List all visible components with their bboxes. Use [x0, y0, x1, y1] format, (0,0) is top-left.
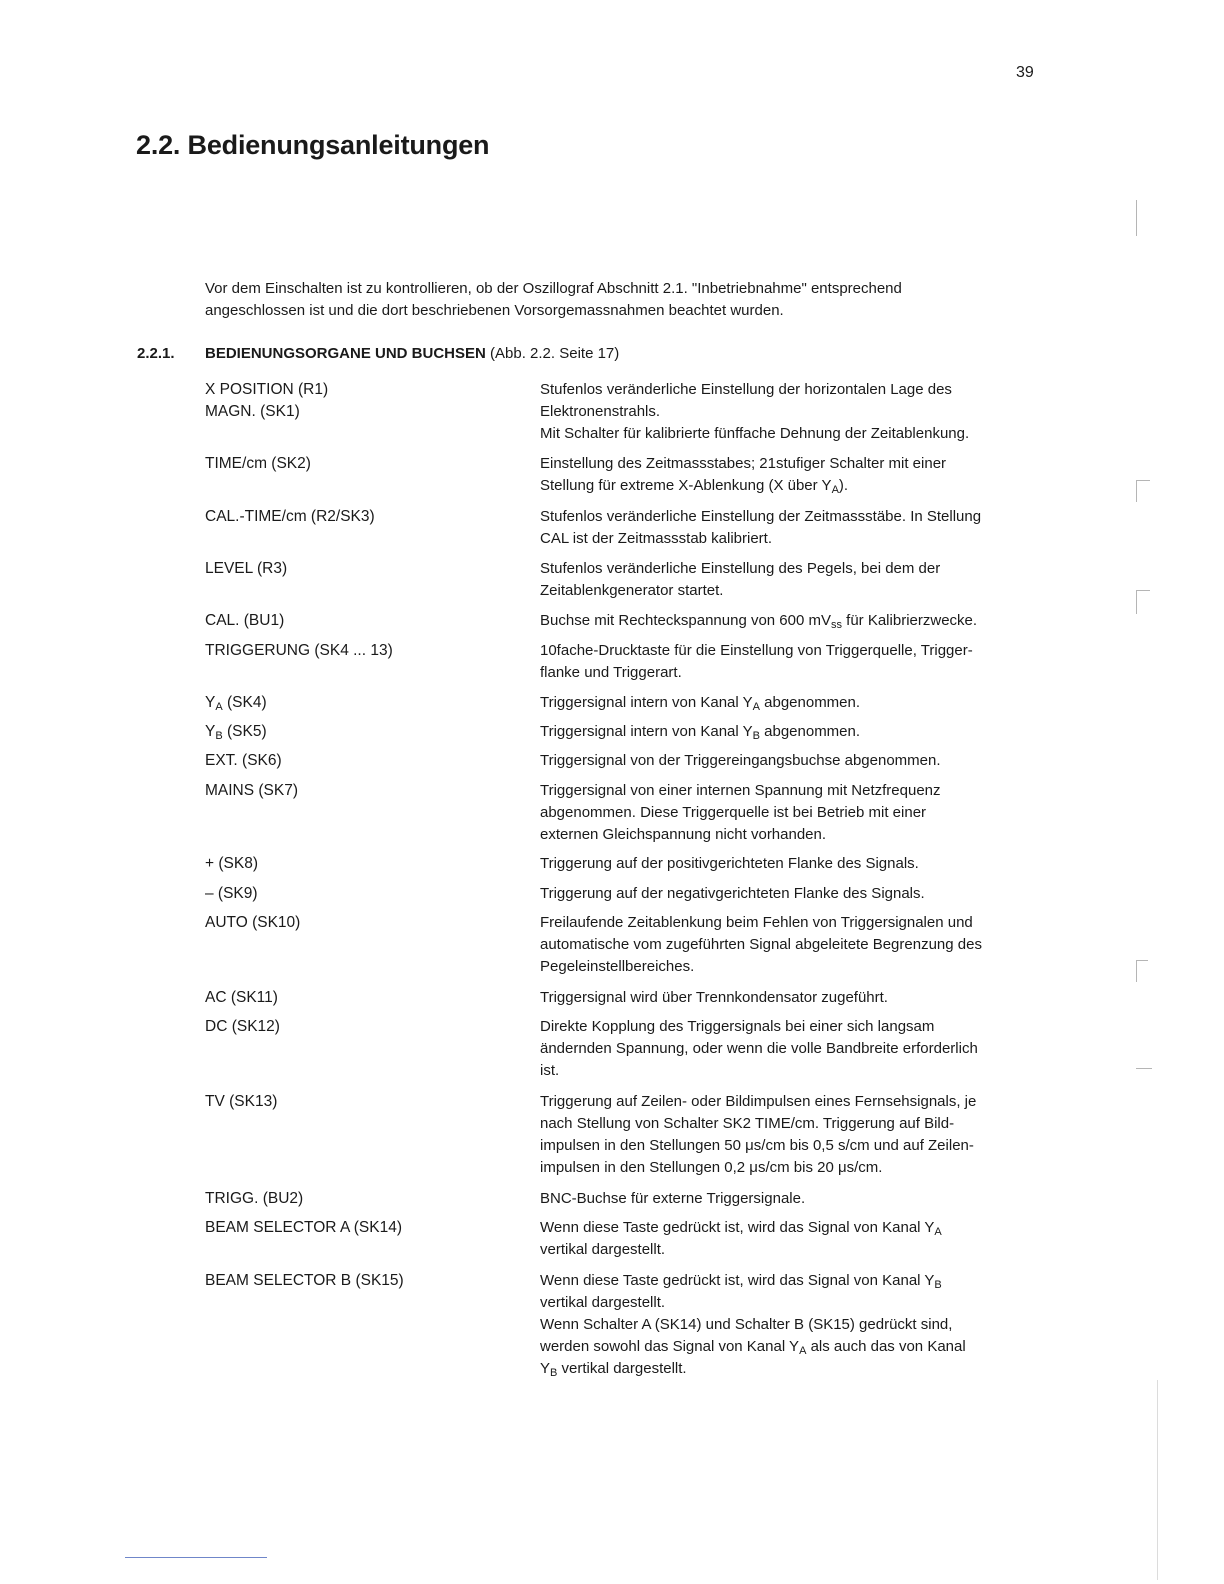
- description-line: $Y_B$ vertikal dargestellt.: [540, 1360, 687, 1379]
- margin-mark: [1136, 480, 1150, 481]
- subscript: A: [799, 1345, 807, 1357]
- control-term: [205, 610, 284, 632]
- control-description: [540, 780, 1045, 846]
- control-label: X POSITION (R1): [205, 381, 329, 398]
- control-description: [540, 506, 1045, 550]
- description-line: Zeitablenkgenerator startet.: [540, 582, 724, 599]
- control-term: [205, 987, 278, 1009]
- description-line: automatische vom zugeführten Signal abgeleitete Begrenzung des: [540, 936, 982, 953]
- control-description: [540, 692, 1045, 714]
- description-line: CAL ist der Zeitmassstab kalibriert.: [540, 530, 773, 547]
- control-label: EXT. (SK6): [205, 752, 282, 769]
- control-label: AC (SK11): [205, 989, 278, 1006]
- control-term: [205, 453, 311, 475]
- description-line: Triggersignal intern von Kanal $Y_B$ abgenommen.: [540, 723, 861, 742]
- description-line: Triggerung auf Zeilen- oder Bildimpulsen eines Fernsehsignals, je: [540, 1093, 977, 1110]
- control-description: [540, 750, 1045, 772]
- control-label: BEAM SELECTOR A (SK14): [205, 1219, 402, 1236]
- description-line: Mit Schalter für kalibrierte fünffache Dehnung der Zeitablenkung.: [540, 425, 970, 442]
- control-description: [540, 1016, 1045, 1082]
- subscript: B: [215, 730, 223, 742]
- margin-mark: [1136, 590, 1150, 591]
- control-label: CAL.-TIME/cm (R2/SK3): [205, 508, 375, 525]
- description-line: 10fache-Drucktaste für die Einstellung von Triggerquelle, Trigger-: [540, 642, 973, 659]
- description-line: ist.: [540, 1062, 560, 1079]
- margin-mark: [1136, 590, 1137, 614]
- subscript: A: [934, 1226, 942, 1238]
- control-description: [540, 453, 1045, 497]
- control-term: [205, 883, 258, 905]
- description-line: Wenn diese Taste gedrückt ist, wird das Signal von Kanal $Y_A$: [540, 1219, 942, 1238]
- control-label: CAL. (BU1): [205, 612, 285, 629]
- control-label: DC (SK12): [205, 1018, 280, 1035]
- control-term: [205, 1016, 280, 1038]
- description-line: werden sowohl das Signal von Kanal $Y_A$ als auch das von Kanal: [540, 1338, 966, 1357]
- control-label: AUTO (SK10): [205, 914, 301, 931]
- description-line: Stufenlos veränderliche Einstellung der Zeitmassstäbe. In Stellung: [540, 508, 982, 525]
- subscript: A: [215, 701, 223, 713]
- description-line: flanke und Triggerart.: [540, 664, 682, 681]
- control-term: [205, 1188, 303, 1210]
- subscript: B: [752, 730, 760, 742]
- control-description: [540, 853, 1045, 875]
- control-label: $Y_B$ (SK5): [205, 723, 267, 742]
- description-line: externen Gleichspannung nicht vorhanden.: [540, 826, 827, 843]
- control-term: [205, 1217, 402, 1239]
- control-term: [205, 379, 328, 423]
- control-label: BEAM SELECTOR B (SK15): [205, 1272, 404, 1289]
- description-line: Elektronenstrahls.: [540, 403, 661, 420]
- control-description: [540, 610, 1045, 632]
- subscript: A: [752, 701, 760, 713]
- control-term: [205, 1270, 404, 1292]
- description-line: Triggersignal intern von Kanal $Y_A$ abgenommen.: [540, 694, 861, 713]
- intro-paragraph: [205, 278, 1035, 322]
- control-description: [540, 1270, 1045, 1380]
- page-number: 39: [1016, 64, 1034, 81]
- section-heading-text: BEDIENUNGSORGANE UND BUCHSEN: [205, 345, 486, 362]
- description-line: Buchse mit Rechteckspannung von 600 $mV_{ss}$ für Kalibrierzwecke.: [540, 612, 978, 631]
- control-label: TIME/cm (SK2): [205, 455, 311, 472]
- subscript: ss: [831, 619, 842, 631]
- description-line: Direkte Kopplung des Triggersignals bei einer sich langsam: [540, 1018, 935, 1035]
- description-line: BNC-Buchse für externe Triggersignale.: [540, 1190, 806, 1207]
- control-description: [540, 1091, 1045, 1179]
- description-line: Triggersignal von einer internen Spannung mit Netzfrequenz: [540, 782, 941, 799]
- description-line: abgenommen. Diese Triggerquelle ist bei Betrieb mit einer: [540, 804, 927, 821]
- control-label: TV (SK13): [205, 1093, 278, 1110]
- description-line: vertikal dargestellt.: [540, 1294, 666, 1311]
- control-term: [205, 912, 300, 934]
- control-label: LEVEL (R3): [205, 560, 288, 577]
- description-line: Pegeleinstellbereiches.: [540, 958, 695, 975]
- control-description: [540, 987, 1045, 1009]
- subscript: A: [831, 484, 839, 496]
- control-description: [540, 1188, 1045, 1210]
- description-line: Stellung für extreme X-Ablenkung (X über $Y_A$).: [540, 477, 849, 496]
- control-description: [540, 721, 1045, 743]
- description-line: Triggerung auf der negativgerichteten Flanke des Signals.: [540, 885, 925, 902]
- description-line: vertikal dargestellt.: [540, 1241, 666, 1258]
- intro-line: angeschlossen ist und die dort beschriebenen Vorsorgemassnahmen beachtet wurden.: [205, 302, 784, 319]
- description-line: Triggersignal wird über Trennkondensator zugeführt.: [540, 989, 888, 1006]
- margin-mark: [1136, 960, 1137, 982]
- subscript: B: [550, 1367, 558, 1379]
- description-line: impulsen in den Stellungen 0,2 μs/cm bis 20 μs/cm.: [540, 1159, 883, 1176]
- description-line: nach Stellung von Schalter SK2 TIME/cm. Triggerung auf Bild-: [540, 1115, 955, 1132]
- control-label: + (SK8): [205, 855, 258, 872]
- page-title: 2.2. Bedienungsanleitungen: [136, 130, 490, 160]
- control-term: [205, 780, 298, 802]
- control-term: [205, 721, 267, 743]
- margin-mark: [1136, 480, 1137, 502]
- subscript: B: [934, 1279, 942, 1291]
- description-line: Triggerung auf der positivgerichteten Flanke des Signals.: [540, 855, 919, 872]
- control-description: [540, 1217, 1045, 1261]
- section-heading: [205, 345, 619, 362]
- control-label: TRIGGERUNG (SK4 ... 13): [205, 642, 393, 659]
- control-label: MAGN. (SK1): [205, 403, 300, 420]
- control-label: $Y_A$ (SK4): [205, 694, 267, 713]
- control-term: [205, 506, 375, 528]
- control-term: [205, 692, 267, 714]
- margin-mark: [1136, 1068, 1152, 1069]
- description-line: Stufenlos veränderliche Einstellung des Pegels, bei dem der: [540, 560, 941, 577]
- control-term: [205, 750, 282, 772]
- intro-line: Vor dem Einschalten ist zu kontrollieren, ob der Oszillograf Abschnitt 2.1. "Inbetriebnahme" entsprechend: [205, 280, 902, 297]
- margin-mark: [1136, 960, 1148, 961]
- control-description: [540, 379, 1045, 445]
- description-line: Triggersignal von der Triggereingangsbuchse abgenommen.: [540, 752, 941, 769]
- footer-rule: [125, 1557, 267, 1558]
- control-label: – (SK9): [205, 885, 258, 902]
- control-description: [540, 640, 1045, 684]
- description-line: impulsen in den Stellungen 50 μs/cm bis 0,5 s/cm und auf Zeilen-: [540, 1137, 974, 1154]
- section-reference: (Abb. 2.2. Seite 17): [490, 345, 620, 362]
- control-label: MAINS (SK7): [205, 782, 299, 799]
- description-line: ändernden Spannung, oder wenn die volle Bandbreite erforderlich: [540, 1040, 978, 1057]
- description-line: Wenn diese Taste gedrückt ist, wird das Signal von Kanal $Y_B$: [540, 1272, 942, 1291]
- control-label: TRIGG. (BU2): [205, 1190, 304, 1207]
- description-line: Freilaufende Zeitablenkung beim Fehlen von Triggersignalen und: [540, 914, 973, 931]
- control-description: [540, 558, 1045, 602]
- section-number: 2.2.1.: [137, 345, 175, 362]
- description-line: Stufenlos veränderliche Einstellung der horizontalen Lage des: [540, 381, 952, 398]
- control-term: [205, 640, 393, 662]
- margin-mark: [1136, 200, 1137, 236]
- control-description: [540, 912, 1045, 978]
- description-line: Einstellung des Zeitmassstabes; 21stufiger Schalter mit einer: [540, 455, 947, 472]
- control-term: [205, 1091, 277, 1113]
- control-description: [540, 883, 1045, 905]
- description-line: Wenn Schalter A (SK14) und Schalter B (SK15) gedrückt sind,: [540, 1316, 953, 1333]
- control-term: [205, 853, 258, 875]
- control-term: [205, 558, 287, 580]
- margin-mark: [1157, 1380, 1158, 1580]
